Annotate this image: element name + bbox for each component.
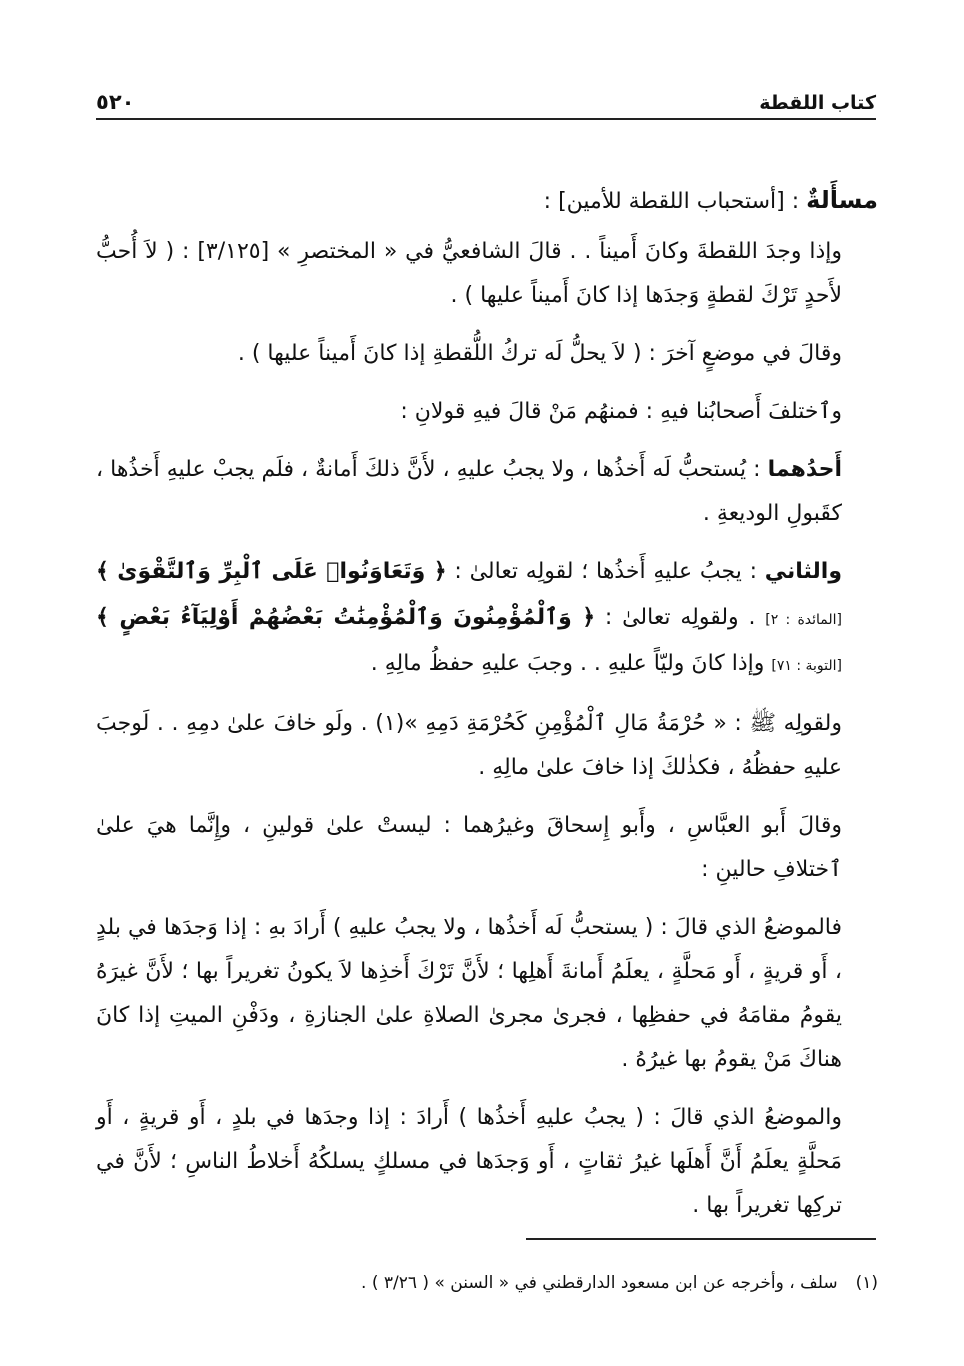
second-opinion-text-c: وإذا كانَ وليّاً عليهِ . . وجبَ عليهِ حفظُ مالِهِ . <box>370 651 772 676</box>
first-opinion-text: : يُستحبُّ لَه أَخذُها ، ولا يجبُ عليهِ ، لأَنَّ ذلكَ أَمانةٌ ، فلَم يجبْ عليهِ أَخذُها ، كقَبولِ الوديعةِ . <box>96 457 842 526</box>
issue-label: مسأَلةٌ <box>806 186 878 214</box>
chapter-title: كتاب اللقطة <box>759 92 876 114</box>
verse-ref-1: [المائدة : ٢] <box>765 612 842 628</box>
footnote <box>96 1268 878 1298</box>
issue-title: : [أستحباب اللقطة للأمين] : <box>543 189 807 214</box>
paragraph-3: وٱختلفَ أَصحابُنا فيهِ : فمنهُم مَنْ قالَ فيهِ قولانِ : <box>400 399 842 424</box>
footnote-divider <box>526 1238 876 1240</box>
paragraph-4 <box>96 448 878 536</box>
paragraph-1: وإذا وجدَ اللقطةَ وكانَ أَميناً . . قالَ الشافعيُّ في « المختصرِ » [٣/١٢٥] : ( لاَ أُحبُّ لأَحدٍ تَرْكَ لقطةٍ وَجدَها إذا كانَ أَميناً عليها ) . <box>96 239 842 308</box>
footnote-number: (١) <box>855 1273 878 1293</box>
paragraph-8: فالموضعُ الذي قالَ : ( يستحبُّ لَه أَخذُها ، ولا يجبُ عليهِ ) أَرادَ بهِ : إذا وَجدَها في بلدٍ ، أَو قريةٍ ، أَو مَحلَّةٍ ، يعلَمُ أَمانةَ أَهلِها ؛ لأَنَّ تَرْكَ أَخذِها لاَ يكونُ تغريراً بها ؛ لأَنَّ غيرَهُ يقومُ مقامَهُ في حفظِها ، فجرىٰ مجرىٰ الصلاةِ علىٰ الجنازةِ ، ودَفْنِ الميتِ إذا كانَ هناكَ مَنْ يقومُ بها غيرُهُ . <box>96 915 842 1072</box>
first-opinion-label: أَحدُهما <box>767 457 842 482</box>
second-opinion-text-a: : يجبُ عليهِ أَخذُها ؛ لقولِه تعالىٰ : <box>446 559 765 584</box>
paragraph-2: وقالَ في موضعٍ آخرَ : ( لاَ يحلُّ لَه تركُ اللُّقطةِ إذا كانَ أَميناً عليها ) . <box>237 341 842 366</box>
paragraph-7: وقالَ أَبو العبَّاسِ ، وأَبو إِسحاقَ وغيرُهما : ليستْ علىٰ قولينِ ، وإِنَّما هيَ علىٰ ٱختلافِ حالينِ : <box>96 813 842 882</box>
running-header <box>96 84 876 120</box>
paragraph-9: والموضعُ الذي قالَ : ( يجبُ عليهِ أَخذُها ) أَرادَ : إذا وجدَها في بلدٍ ، أَو قريةٍ ، أَو مَحلَّةٍ يعلَمُ أَنَّ أَهلَها غيرُ ثقاتٍ ، أَو وَجدَها في مسلكٍ يسلكُهُ أَخلاطُ الناسِ ؛ لأَنَّ في تركِها تغريراً بها . <box>96 1105 842 1218</box>
main-text <box>96 178 878 1242</box>
footnote-text: سلف ، وأخرجه عن ابن مسعود الدارقطني في « السنن » ( ٣/٢٦ ) . <box>361 1273 838 1293</box>
quran-verse-1: ﴿ وَتَعَاوَنُوا۟ عَلَى ٱلْبِرِّ وَٱلتَّقْوَىٰ ﴾ <box>96 559 447 584</box>
quran-verse-2: ﴿ وَٱلْمُؤْمِنُونَ وَٱلْمُؤْمِنَٰتُ بَعْضُهُمْ أَوْلِيَآءُ بَعْضٍ ﴾ <box>96 605 596 630</box>
second-opinion-text-b: . ولقولِه تعالىٰ : <box>595 605 766 630</box>
page-number: ٥٢٠ <box>96 90 135 114</box>
second-opinion-label: والثاني <box>764 559 843 584</box>
verse-ref-2: [التوبة : ٧١] <box>771 658 842 674</box>
issue-heading <box>96 178 878 224</box>
paragraph-6: ولقولِه ﷺ : « حُرْمَةُ مَالِ ٱلْمُؤْمِنِ كَحُرْمَةِ دَمِهِ »(١) . ولَو خافَ علىٰ دمِهِ . . لَوجبَ عليهِ حفظُهُ ، فكذٰلكَ إذا خافَ علىٰ مالِهِ . <box>96 711 843 780</box>
paragraph-5 <box>96 550 878 688</box>
